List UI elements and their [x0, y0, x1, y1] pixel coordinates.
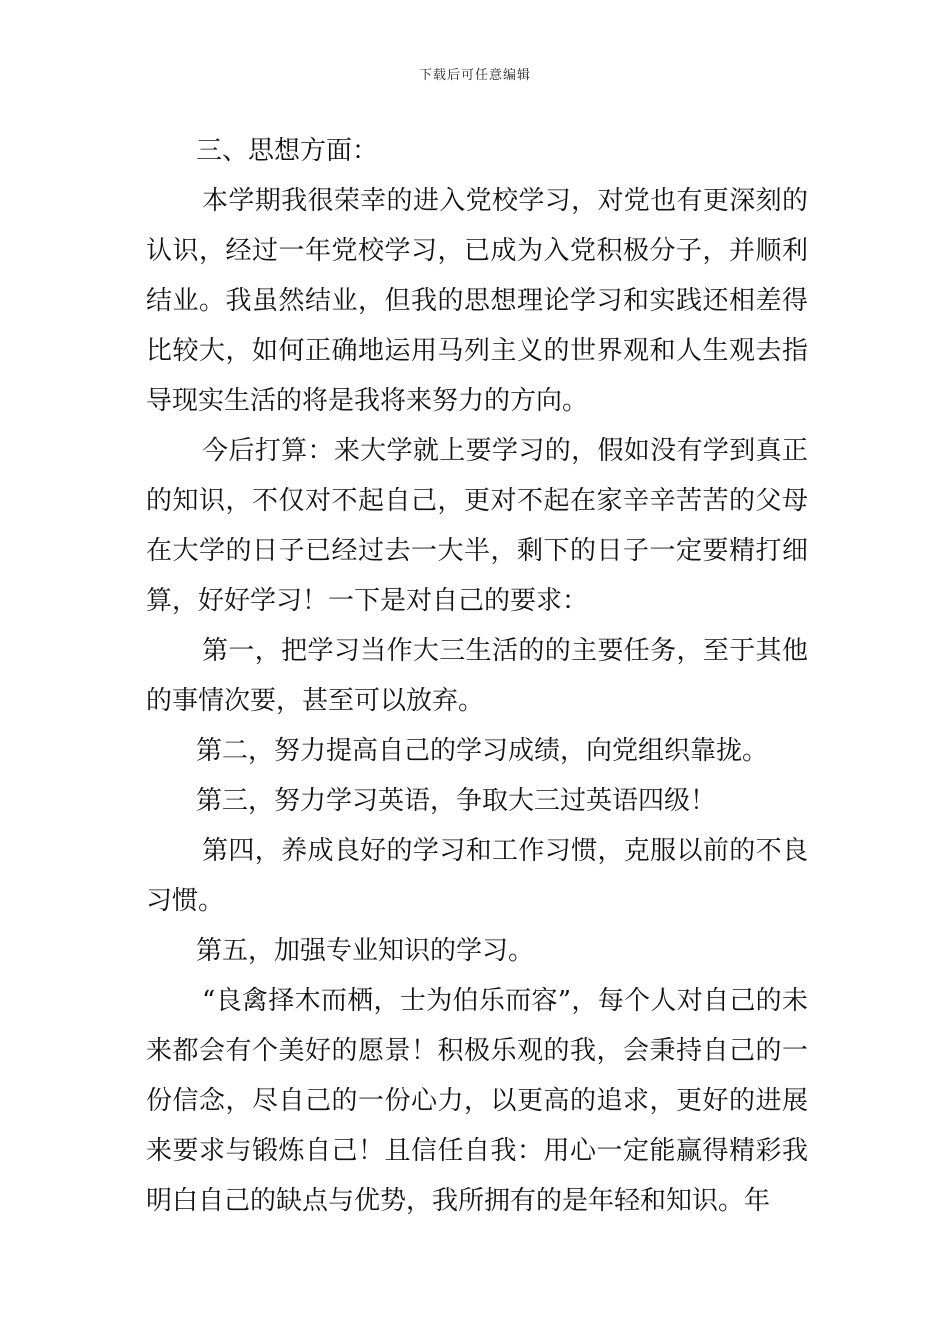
- section-heading: 三、思想方面：: [196, 136, 379, 166]
- paragraph-goal-1: 第一，把学习当作大三生活的的主要任务，至于其他的事情次要，甚至可以放弃。: [146, 636, 808, 716]
- paragraph-future-plan: 今后打算：来大学就上要学习的，假如没有学到真正的知识，不仅对不起自己，更对不起在家辛辛苦苦的父母在大学的日子已经过去一大半，剩下的日子一定要精打细算，好好学习！一下是对自己的要求：: [146, 436, 808, 616]
- paragraph-goal-3: 第三，努力学习英语，争取大三过英语四级！: [196, 786, 717, 816]
- paragraph-goal-2: 第二，努力提高自己的学习成绩，向党组织靠拢。: [196, 736, 769, 766]
- paragraph-party-school: 本学期我很荣幸的进入党校学习，对党也有更深刻的认识，经过一年党校学习，已成为入党积极分子，并顺利结业。我虽然结业，但我的思想理论学习和实践还相差得比较大，如何正确地运用马列主义的世界观和人生观去指导现实生活的将是我将来努力的方向。: [146, 186, 808, 416]
- page-header: 下载后可任意编辑: [418, 68, 531, 83]
- paragraph-closing: “良禽择木而栖，士为伯乐而容”，每个人对自己的未来都会有个美好的愿景！积极乐观的我，会秉持自己的一份信念，尽自己的一份心力，以更高的追求，更好的进展来要求与锻炼自己！且信任自我：用心一定能赢得精彩我明白自己的缺点与优势，我所拥有的是年轻和知识。年: [146, 986, 808, 1216]
- paragraph-goal-4: 第四，养成良好的学习和工作习惯，克服以前的不良习惯。: [146, 836, 808, 916]
- paragraph-goal-5: 第五，加强专业知识的学习。: [196, 936, 535, 966]
- document-body: [146, 126, 808, 1226]
